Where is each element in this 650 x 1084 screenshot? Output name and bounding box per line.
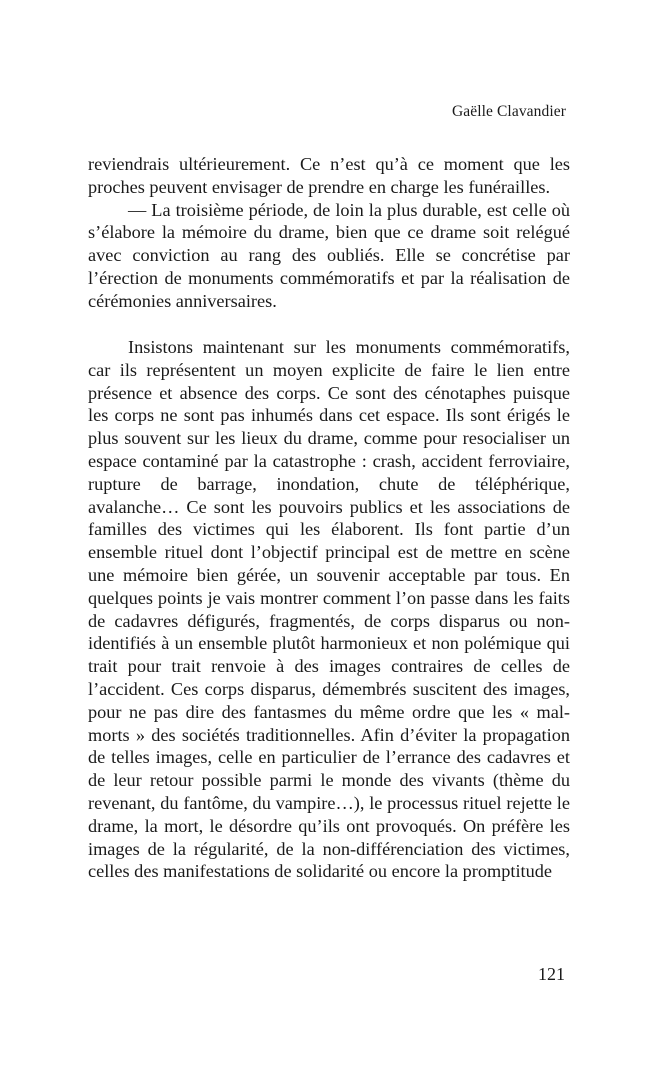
running-header-author: Gaëlle Clavandier	[451, 103, 566, 120]
paragraph-third-period: — La troisième période, de loin la plus durable, est celle où s’élabore la mémoire du drame, bien que ce drame soit relégué avec conviction au rang des oubliés. Elle se concrétise par l’érection de monuments commémoratifs et par la réalisation de cérémonies anniversaires.	[88, 199, 570, 311]
page-number: 121	[538, 964, 565, 984]
text-block-top	[88, 153, 570, 313]
paragraph-continuation: reviendrais ultérieurement. Ce n’est qu’à ce moment que les proches peuvent envisager de prendre en charge les funérailles.	[88, 154, 570, 197]
text-block-main	[88, 336, 570, 883]
paragraph-monuments: Insistons maintenant sur les monuments commémoratifs, car ils représentent un moyen explicite de faire le lien entre présence et absence des corps. Ce sont des cénotaphes puisque les corps ne sont pas inhumés dans cet espace. Ils sont érigés le plus souvent sur les lieux du drame, comme pour resocialiser un espace contaminé par la catastrophe : crash, accident ferroviaire, rupture de barrage, inondation, chute de téléphérique, avalanche… Ce sont les pouvoirs publics et les associations de familles des victimes qui les élaborent. Ils font partie d’un ensemble rituel dont l’objectif principal est de mettre en scène une mémoire bien gérée, un souvenir acceptable par tous. En quelques points je vais montrer comment l’on passe dans les faits de cadavres défigurés, fragmentés, de corps disparus ou non-identifiés à un ensemble plutôt harmonieux et non polémique qui trait pour trait renvoie à des images contraires de celles de l’accident. Ces corps disparus, démembrés suscitent des images, pour ne pas dire des fantasmes du même ordre que les « mal-morts » des sociétés traditionnelles. Afin d’éviter la propagation de telles images, celle en particulier de l’errance des cadavres et de leur retour possible parmi le monde des vivants (thème du revenant, du fantôme, du vampire…), le processus rituel rejette le drame, la mort, le désordre qu’ils ont provoqués. On préfère les images de la régularité, de la non-différenciation des victimes, celles des manifestations de solidarité ou encore la promptitude	[88, 337, 570, 882]
